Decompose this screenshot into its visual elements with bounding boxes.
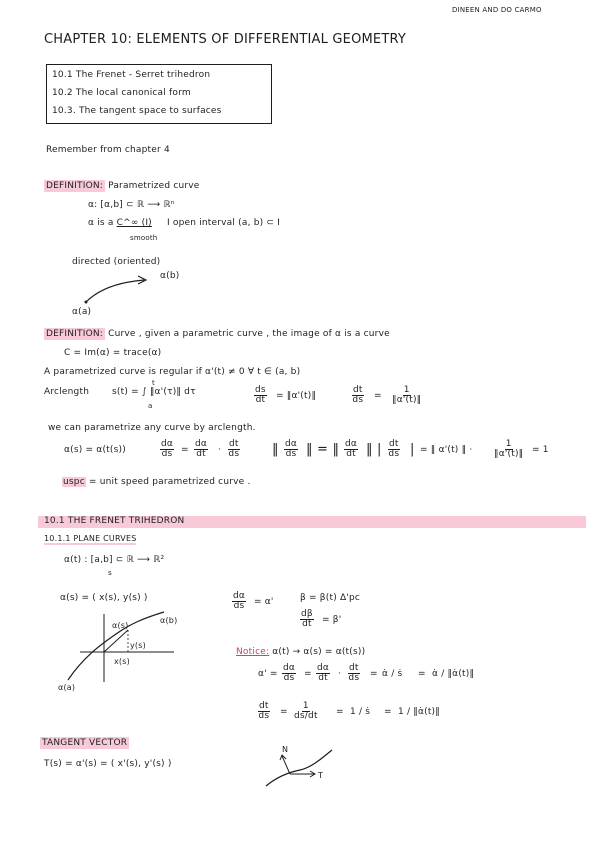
reciprocal-speed: 1 / ‖α̇(t)‖ bbox=[398, 707, 440, 717]
notice-text: α(t) → α(s) = α(t(s)) bbox=[272, 647, 366, 657]
norm-chain: = ‖ α'(t) ‖ · bbox=[420, 445, 473, 455]
oriented-curve-sketch bbox=[80, 272, 170, 312]
definition-name: Parametrized curve bbox=[108, 181, 200, 191]
arclength-label: Arclength bbox=[44, 387, 90, 397]
dt-ds-fraction: $\frac{dt}{ds}$ bbox=[352, 385, 364, 406]
chain-frac: $\frac{d\alpha}{dt}$ bbox=[345, 439, 358, 460]
map-line: α: [α,b] ⊂ ℝ ⟶ ℝⁿ bbox=[88, 200, 175, 210]
dalpha-ds-fraction: $\frac{d\alpha}{ds}$ bbox=[233, 591, 246, 612]
dbeta-dt-fraction: $\frac{d\beta}{dt}$ bbox=[301, 609, 313, 630]
chain-rule-lhs: α(s) = α(t(s)) bbox=[64, 445, 126, 455]
coordinates-formula: α(s) = ( x(s), y(s) ) bbox=[60, 593, 148, 603]
chapter-title: CHAPTER 10: ELEMENTS OF DIFFERENTIAL GEOMETRY bbox=[44, 32, 407, 47]
definition-label: DEFINITION: bbox=[46, 329, 104, 339]
tangent-vector-title: TANGENT VECTOR bbox=[42, 738, 128, 748]
contents-item: 10.2 The local canonical form bbox=[52, 88, 191, 98]
directed-note: directed (oriented) bbox=[72, 257, 161, 267]
unit-tangent-fraction: α̇ / ‖α̇(t)‖ bbox=[432, 669, 475, 679]
dbeta-value: = β' bbox=[322, 615, 342, 625]
s-under-label: s bbox=[108, 569, 112, 577]
smooth-prefix: α is a bbox=[88, 218, 114, 228]
subsection-title: 10.1.1 PLANE CURVES bbox=[44, 534, 137, 543]
remember-note: Remember from chapter 4 bbox=[46, 145, 170, 155]
frenet-frame-sketch bbox=[262, 746, 342, 792]
point-label-a: α(a) bbox=[72, 307, 92, 317]
smooth-class: C^∞ (I) bbox=[116, 218, 152, 228]
definition-text: Curve , given a parametric curve , the image of α is a curve bbox=[108, 329, 390, 339]
beta-note: β = β(t) Δ'pc bbox=[300, 593, 361, 603]
section-title: 10.1 THE FRENET TRIHEDRON bbox=[44, 516, 185, 526]
definition-label: DEFINITION: bbox=[46, 181, 104, 191]
contents-item: 10.3. The tangent space to surfaces bbox=[52, 106, 222, 116]
integral-lower-limit: a bbox=[148, 402, 153, 410]
reparametrize-note: we can parametrize any curve by arclength. bbox=[48, 423, 256, 433]
norm-equals-one: = 1 bbox=[532, 445, 549, 455]
graph-label: α(s) bbox=[112, 621, 129, 630]
chain-frac: $\frac{dt}{ds}$ bbox=[228, 439, 240, 460]
chain-frac: $\frac{dt}{ds}$ bbox=[388, 439, 400, 460]
graph-label: x(s) bbox=[114, 657, 130, 666]
arclength-formula: s(t) = ∫ ‖α'(τ)‖ dτ bbox=[112, 387, 196, 397]
normal-label: N bbox=[282, 745, 289, 754]
smooth-caption: smooth bbox=[130, 234, 158, 242]
dalpha-ds-value: = α' bbox=[254, 597, 274, 607]
tangent-label: T bbox=[318, 771, 324, 780]
chain-frac: $\frac{d\alpha}{ds}$ bbox=[161, 439, 174, 460]
regular-definition: A parametrized curve is regular if α'(t) ≠ 0 ∀ t ∈ (a, b) bbox=[44, 367, 301, 377]
chain-frac: $\frac{1}{‖\alpha'(t)‖}$ bbox=[494, 439, 524, 460]
one-over-s-dot: 1 / ṡ bbox=[350, 707, 371, 717]
alpha-dot-over-s-dot: α̇ / ṡ bbox=[382, 669, 403, 679]
curve-image: C = Im(α) = trace(α) bbox=[64, 348, 162, 358]
tangent-vector-formula: T(s) = α'(s) = ( x'(s), y'(s) ) bbox=[44, 759, 172, 769]
authors-note: DINEEN AND DO CARMO bbox=[452, 6, 542, 14]
graph-label: α(a) bbox=[58, 683, 76, 692]
graph-label: y(s) bbox=[130, 641, 146, 650]
alpha-prime-label: α' = bbox=[258, 669, 278, 679]
interval-note: I open interval (a, b) ⊂ I bbox=[166, 218, 281, 228]
notice-label: Notice: bbox=[236, 647, 270, 657]
reciprocal-speed-fraction: $\frac{1}{‖\alpha'(t)‖}$ bbox=[392, 385, 422, 406]
chain-frac: $\frac{d\alpha}{dt}$ bbox=[195, 439, 208, 460]
integral-upper-limit: t bbox=[152, 379, 155, 387]
graph-label: α(b) bbox=[160, 616, 178, 625]
contents-item: 10.1 The Frenet - Serret trihedron bbox=[52, 70, 211, 80]
ds-dt-fraction: $\frac{ds}{dt}$ bbox=[255, 385, 266, 406]
ds-dt-value: = ‖α'(t)‖ bbox=[276, 391, 317, 401]
point-label-b: α(b) bbox=[160, 271, 180, 281]
ds-dt-reciprocal: $\frac{1}{ds/dt}$ bbox=[294, 701, 318, 722]
chain-frac: $\frac{d\alpha}{ds}$ bbox=[285, 439, 298, 460]
plane-curve-map: α(t) : [a,b] ⊂ ℝ ⟶ ℝ² bbox=[64, 555, 165, 565]
